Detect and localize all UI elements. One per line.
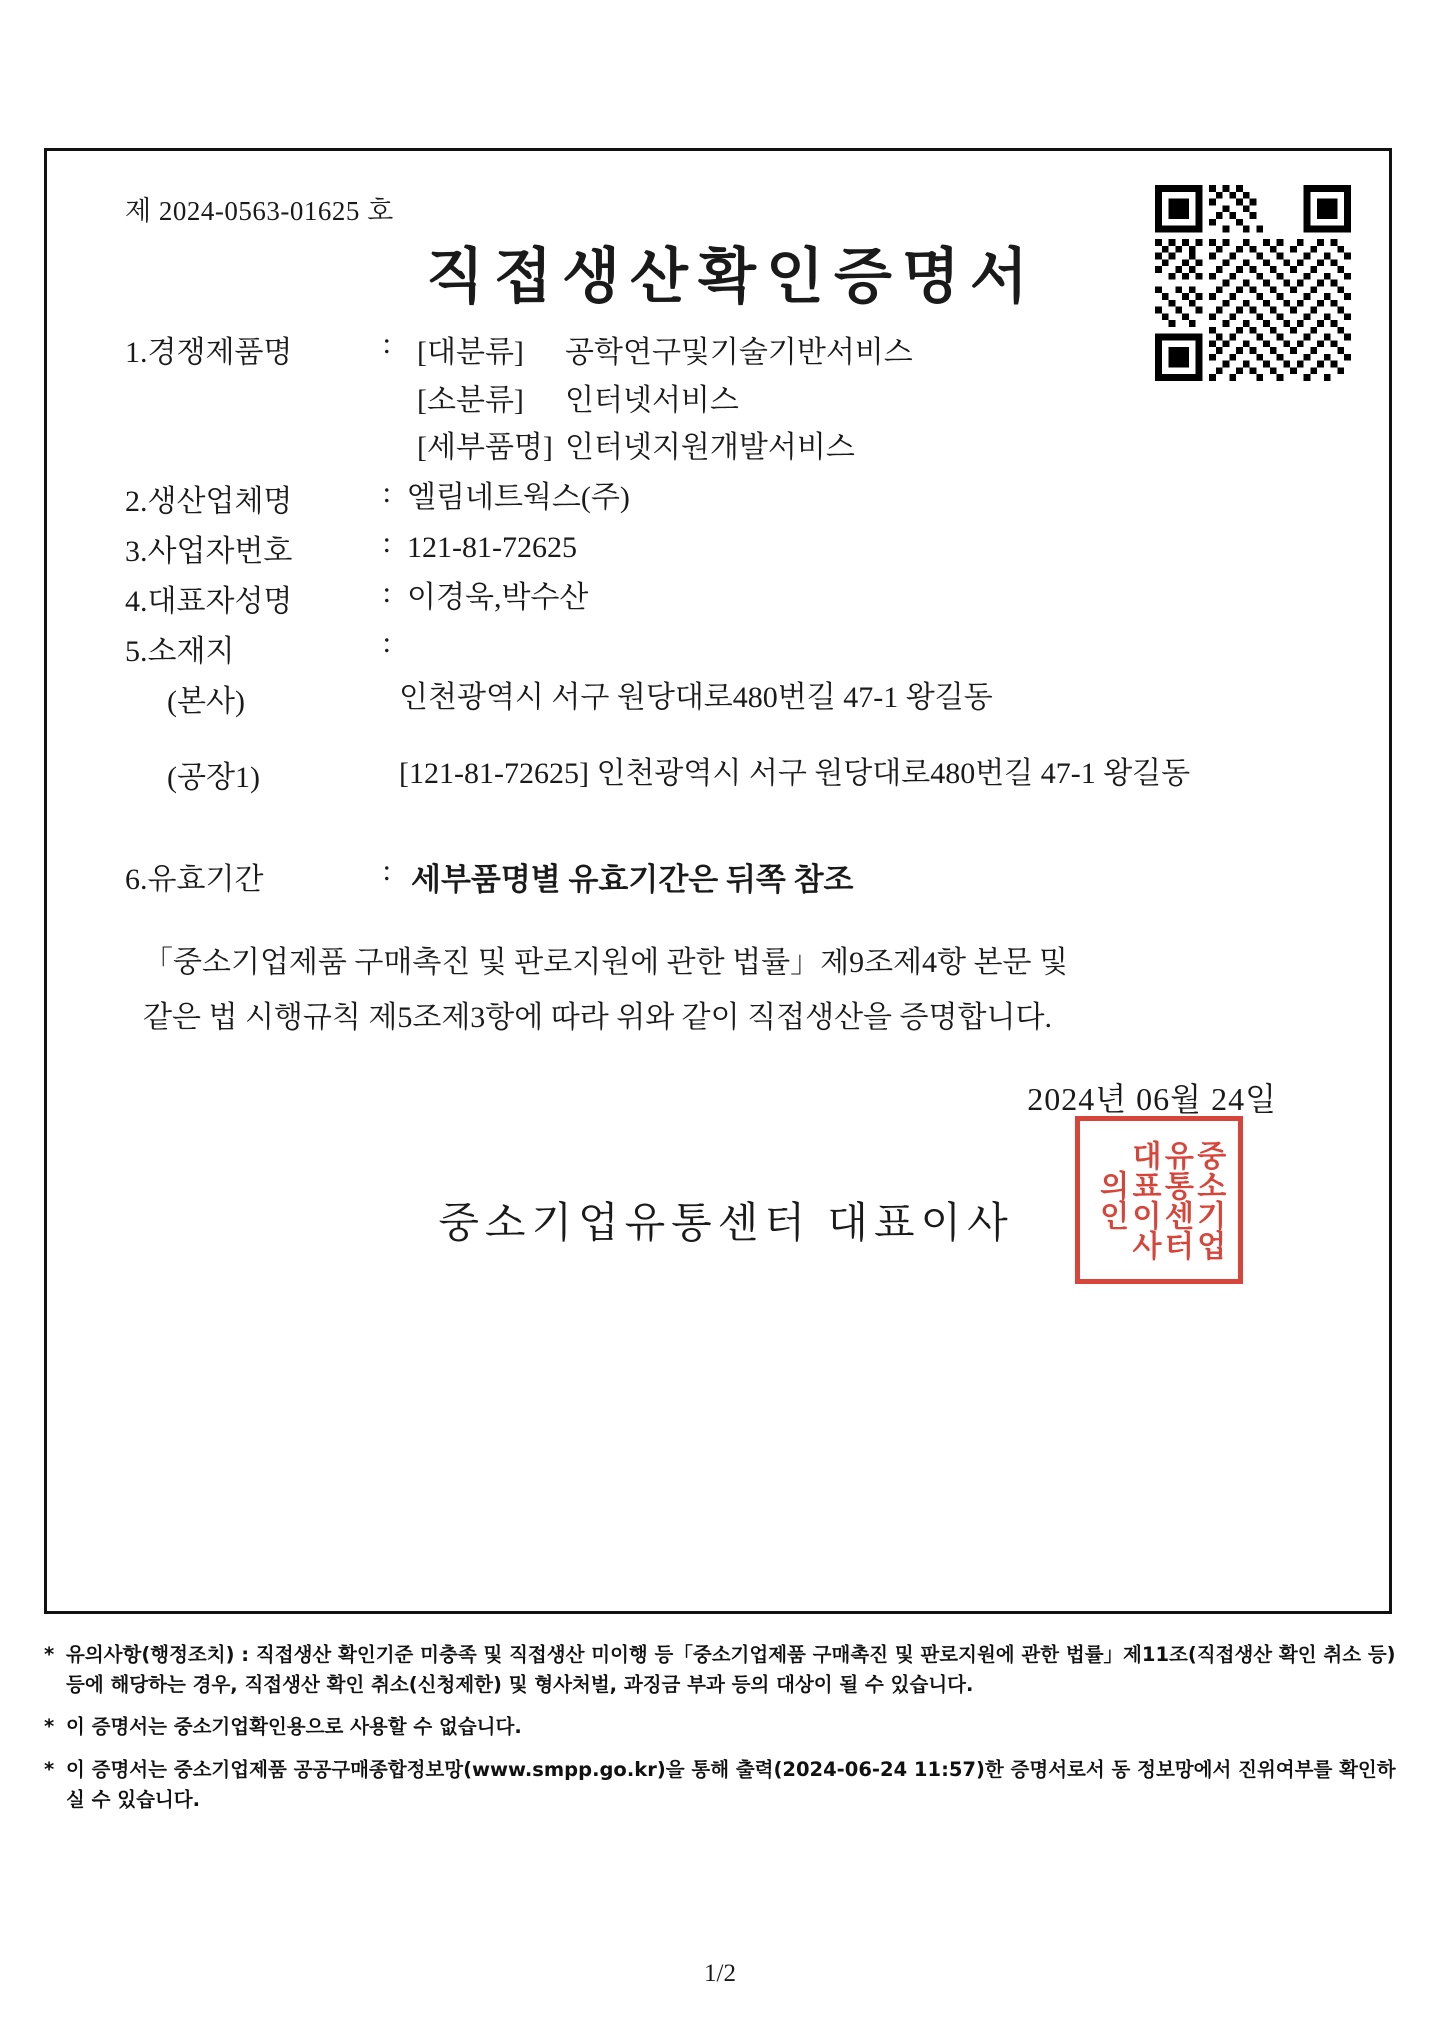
page-number: 1/2 [704,1960,736,1987]
field-company-value: 엘림네트웍스(주) [407,480,630,514]
colon: : [382,853,391,887]
footnote-text: 이 증명서는 중소기업확인용으로 사용할 수 없습니다. [66,1715,522,1739]
address-hq [47,676,1395,720]
address-factory-value: [121-81-72625] 인천광역시 서구 원당대로480번길 47-1 왕길동 [399,756,1191,790]
field-bizno-value: 121-81-72625 [407,530,577,564]
field-product [47,327,1395,470]
footnotes [44,1640,1396,1827]
address-hq-tag: (본사) [167,684,245,718]
field-validity-label [47,854,399,898]
footnote-item [44,1640,1396,1699]
product-major-tag: [대분류] [417,336,524,369]
field-company [47,476,1395,520]
product-major-line [407,331,913,375]
issuer-name: 중소기업유통센터 대표이사 [438,1200,1014,1247]
address-hq-value: 인천광역시 서구 원당대로480번길 47-1 왕길동 [399,680,993,714]
colon: : [382,327,391,360]
field-location-label [47,626,399,670]
address-block [47,676,1395,796]
footnote-item [44,1712,1396,1742]
colon: : [382,625,391,659]
legal-statement [47,935,1395,1046]
field-product-label [47,327,399,371]
field-company-label-text: 2.생산업체명 [125,484,293,518]
official-seal-icon [1075,1116,1243,1284]
footnote-item [44,1755,1396,1814]
issuer-line [47,1139,1395,1260]
footnote-text: 이 증명서는 중소기업제품 공공구매종합정보망(www.smpp.go.kr)을 통해 출력(2024-06-24 11:57)한 증명서로서 동 정보망에서 진위여부를 확인하실 수 있습니다. [66,1757,1396,1811]
field-bizno-label-text: 3.사업자번호 [125,534,293,568]
legal-statement-line-2: 같은 법 시행규칙 제5조제3항에 따라 위와 같이 직접생산을 증명합니다. [143,1001,1052,1034]
field-validity [47,854,1395,899]
issue-date: 2024년 06월 24일 [1027,1080,1277,1117]
field-validity-value: 세부품명별 유효기간은 뒤쪽 참조 [411,861,854,897]
field-product-value [399,327,913,470]
colon: : [382,525,391,559]
product-detail-line [407,426,913,470]
product-minor-value: 인터넷서비스 [565,383,739,417]
field-ceo-value: 이경욱,박수산 [407,580,589,614]
footnote-marker: * [44,1643,55,1666]
legal-statement-line-1: 「중소기업제품 구매촉진 및 판로지원에 관한 법률」제9조제4항 본문 및 [143,945,1068,979]
document-number: 제 2024-0563-01625 호 [125,196,394,226]
footnote-marker: * [44,1757,55,1781]
product-major-value: 공학연구및기술기반서비스 [565,336,913,369]
field-product-label-text: 1.경쟁제품명 [125,336,293,369]
address-factory [47,752,1395,796]
certificate-fields [47,327,1395,1260]
footnote-marker: * [44,1715,55,1739]
page-title: 직접생산확인증명서 [426,244,1038,310]
footnote-text: 유의사항(행정조치) : 직접생산 확인기준 미충족 및 직접생산 미이행 등「중소기업제품 구매촉진 및 판로지원에 관한 법률」제11조(직접생산 확인 취소 등) 등에 해당하는 경우, 직접생산 확인 취소(신청제한) 및 형사처벌, 과징금 부과 등의 대상이 될 수 있습니다. [66,1643,1396,1696]
colon: : [382,475,391,509]
product-detail-value: 인터넷지원개발서비스 [565,431,855,464]
field-bizno-label [47,526,399,570]
field-validity-label-text: 6.유효기간 [125,862,264,896]
address-factory-tag: (공장1) [167,760,260,794]
field-bizno [47,526,1395,570]
field-location-label-text: 5.소재지 [125,634,235,668]
field-location [47,626,1395,670]
seal-text: 중소기업유통센터대표이사의인 [1093,1139,1226,1260]
field-ceo [47,576,1395,620]
field-ceo-label-text: 4.대표자성명 [125,584,293,618]
colon: : [382,575,391,609]
product-detail-tag: [세부품명] [417,431,553,464]
product-minor-tag: [소분류] [417,383,524,417]
field-company-label [47,476,399,520]
product-minor-line [407,379,913,423]
field-ceo-label [47,576,399,620]
certificate-frame [44,148,1392,1614]
